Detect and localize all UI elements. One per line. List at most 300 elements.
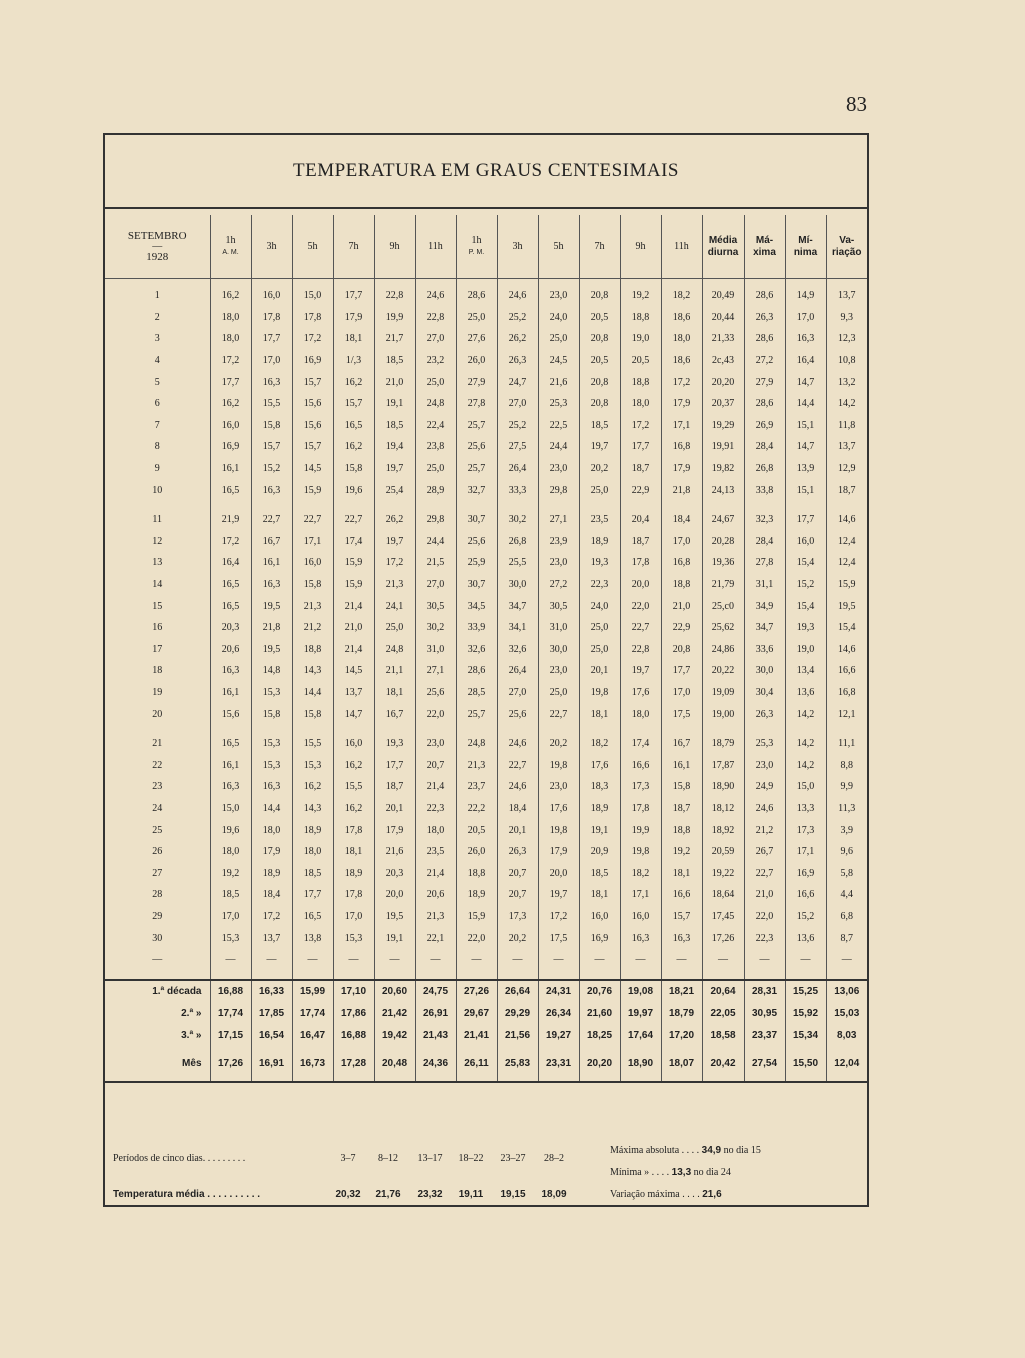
temperature-cell: 18,1: [579, 703, 620, 725]
day-number: 15: [152, 600, 163, 612]
temperature-cell: 24,1: [374, 595, 415, 617]
summary-value: 17,74: [292, 1003, 333, 1025]
temperature-cell: 19,9: [374, 307, 415, 329]
temperature-cell: 19,91: [702, 436, 744, 458]
temperature-cell: 27,0: [497, 682, 538, 704]
temperature-cell: 22,7: [620, 617, 661, 639]
temperature-cell: 31,1: [744, 574, 785, 596]
temperature-cell: 22,0: [456, 927, 497, 949]
temperature-cell: 17,9: [374, 819, 415, 841]
temperature-cell: —: [579, 949, 620, 971]
temperature-cell: 33,6: [744, 639, 785, 661]
temperature-cell: 25,0: [374, 617, 415, 639]
temperature-cell: 24,6: [744, 798, 785, 820]
temperature-cell: 14,6: [826, 639, 867, 661]
temperature-cell: 24,7: [497, 371, 538, 393]
temperature-cell: 16,3: [661, 927, 702, 949]
temperature-cell: 13,3: [785, 798, 826, 820]
day-number: 22: [152, 759, 163, 771]
temperature-cell: 29,8: [538, 479, 579, 501]
temperature-cell: 17,8: [292, 307, 333, 329]
hour-label: 5h: [307, 241, 318, 252]
day-number: 14: [152, 579, 163, 591]
temperature-cell: 15,0: [292, 285, 333, 307]
summary-value: 19,97: [620, 1003, 661, 1025]
temperature-cell: 28,6: [456, 660, 497, 682]
temperature-cell: 24,6: [497, 285, 538, 307]
temperature-cell: 32,3: [744, 509, 785, 531]
temperature-cell: 30,2: [415, 617, 456, 639]
temperature-cell: 17,2: [661, 371, 702, 393]
hour-label: 7h: [594, 241, 605, 252]
hour-column-header: [456, 215, 497, 279]
temperature-cell: 19,2: [620, 285, 661, 307]
temperature-cell: 19,3: [579, 552, 620, 574]
temperature-cell: 25,62: [702, 617, 744, 639]
temperature-cell: 22,0: [620, 595, 661, 617]
hour-column-header: [497, 215, 538, 279]
temperature-cell: 16,0: [251, 285, 292, 307]
temperature-cell: 15,5: [333, 776, 374, 798]
temperature-cell: 25,0: [415, 371, 456, 393]
temperature-cell: 25,2: [497, 415, 538, 437]
temperature-cell: 20,1: [497, 819, 538, 841]
temperature-cell: 23,5: [579, 509, 620, 531]
temperature-cell: 21,5: [415, 552, 456, 574]
hour-label: 5h: [553, 241, 564, 252]
summary-value: 24,31: [538, 980, 579, 1003]
period-mean-value: 21,76: [375, 1189, 401, 1200]
temperature-cell: 23,7: [456, 776, 497, 798]
summary-value: 19,42: [374, 1025, 415, 1047]
hour-column-header: [661, 215, 702, 279]
temperature-cell: 26,3: [744, 307, 785, 329]
summary-value: 16,91: [251, 1047, 292, 1082]
temperature-cell: 16,1: [210, 458, 251, 480]
temperature-cell: 22,7: [497, 754, 538, 776]
temperature-cell: 21,4: [415, 776, 456, 798]
temperature-cell: 16,1: [210, 682, 251, 704]
summary-value: 15,25: [785, 980, 826, 1003]
stat-column-header: [702, 215, 744, 279]
summary-value: 17,26: [210, 1047, 251, 1082]
temperature-cell: 19,0: [785, 639, 826, 661]
temperature-cell: 27,9: [744, 371, 785, 393]
temperature-cell: 17,0: [785, 307, 826, 329]
temperature-cell: 11,1: [826, 733, 867, 755]
summary-value: 21,43: [415, 1025, 456, 1047]
temperature-cell: 18,1: [579, 884, 620, 906]
temperature-cell: 23,0: [415, 733, 456, 755]
temperature-cell: 22,7: [251, 509, 292, 531]
summary-value: 18,07: [661, 1047, 702, 1082]
temperature-cell: 18,1: [333, 328, 374, 350]
temperature-cell: 20,49: [702, 285, 744, 307]
temperature-cell: 14,3: [292, 798, 333, 820]
temperature-cell: 17,7: [620, 436, 661, 458]
summary-value: 25,83: [497, 1047, 538, 1082]
temperature-cell: 13,8: [292, 927, 333, 949]
temperature-cell: 30,0: [744, 660, 785, 682]
temperature-cell: 33,9: [456, 617, 497, 639]
temperature-cell: 26,3: [497, 841, 538, 863]
temperature-cell: 19,7: [579, 436, 620, 458]
temperature-cell: 18,2: [661, 285, 702, 307]
temperature-cell: 28,9: [415, 479, 456, 501]
hour-label: 1h: [471, 235, 482, 246]
temperature-cell: 24,0: [579, 595, 620, 617]
meridiem-label: A. M.: [222, 249, 239, 256]
temperature-cell: 28,5: [456, 682, 497, 704]
temperature-cell: 15,6: [292, 393, 333, 415]
day-row: [105, 307, 867, 329]
temperature-cell: 16,5: [210, 574, 251, 596]
temperature-cell: 15,2: [785, 906, 826, 928]
temperature-cell: 18,79: [702, 733, 744, 755]
summary-value: 16,88: [333, 1025, 374, 1047]
temperature-cell: 16,3: [251, 371, 292, 393]
temperature-cell: 20,0: [374, 884, 415, 906]
temperature-cell: —: [456, 949, 497, 971]
temperature-cell: 17,6: [620, 682, 661, 704]
temperature-cell: 25,5: [497, 552, 538, 574]
summary-value: 19,08: [620, 980, 661, 1003]
summary-value: 22,05: [702, 1003, 744, 1025]
temperature-cell: 17,0: [333, 906, 374, 928]
temperature-cell: 17,7: [661, 660, 702, 682]
temperature-cell: 15,3: [210, 927, 251, 949]
temperature-cell: 25,7: [456, 415, 497, 437]
day-number: 4: [154, 355, 160, 367]
temperature-cell: 16,9: [785, 862, 826, 884]
temperature-cell: 24,4: [415, 531, 456, 553]
temperature-cell: 30,7: [456, 574, 497, 596]
temperature-cell: 19,22: [702, 862, 744, 884]
hour-column-header: [210, 215, 251, 279]
temperature-cell: 18,6: [661, 350, 702, 372]
temperature-cell: 19,7: [538, 884, 579, 906]
temperature-cell: 25,6: [415, 682, 456, 704]
day-row: [105, 862, 867, 884]
temperature-cell: 16,0: [333, 733, 374, 755]
temperature-cell: 25,0: [579, 617, 620, 639]
temperature-cell: 18,5: [374, 415, 415, 437]
summary-value: 26,64: [497, 980, 538, 1003]
temperature-cell: 23,2: [415, 350, 456, 372]
temperature-cell: 18,5: [292, 862, 333, 884]
temperature-cell: 22,3: [415, 798, 456, 820]
temperature-cell: 19,5: [374, 906, 415, 928]
periods-label: Períodos de cinco dias. . . . . . . . .: [113, 1153, 246, 1164]
temperature-cell: 14,7: [785, 371, 826, 393]
temperature-cell: 25,6: [497, 703, 538, 725]
summary-value: 21,60: [579, 1003, 620, 1025]
temperature-cell: 13,7: [333, 682, 374, 704]
temperature-cell: 23,0: [538, 285, 579, 307]
day-number: 1: [154, 290, 160, 302]
temperature-cell: 19,8: [538, 754, 579, 776]
temperature-cell: 16,2: [333, 798, 374, 820]
temperature-cell: 20,59: [702, 841, 744, 863]
temperature-cell: 20,7: [497, 884, 538, 906]
temperature-cell: 15,8: [251, 415, 292, 437]
summary-label: 1.ª década: [105, 980, 210, 1003]
summary-value: 18,25: [579, 1025, 620, 1047]
hour-column-header: [579, 215, 620, 279]
temperature-cell: 5,8: [826, 862, 867, 884]
temperature-cell: 15,0: [785, 776, 826, 798]
temperature-cell: 21,3: [374, 574, 415, 596]
temperature-cell: 25,3: [538, 393, 579, 415]
temperature-cell: 25,0: [415, 458, 456, 480]
temperature-cell: 25,0: [579, 639, 620, 661]
temperature-cell: 9,9: [826, 776, 867, 798]
temperature-cell: 18,1: [374, 682, 415, 704]
day-row: [105, 415, 867, 437]
temperature-cell: 18,9: [333, 862, 374, 884]
page-number: 83: [846, 92, 867, 116]
temperature-cell: 21,1: [374, 660, 415, 682]
temperature-cell: 25,0: [579, 479, 620, 501]
temperature-cell: 19,00: [702, 703, 744, 725]
temperature-cell: 23,0: [538, 660, 579, 682]
temperature-cell: 17,4: [333, 531, 374, 553]
temperature-cell: —: [415, 949, 456, 971]
day-number: 11: [152, 514, 163, 526]
temperature-cell: 17,9: [333, 307, 374, 329]
temperature-cell: 12,3: [826, 328, 867, 350]
temperature-cell: 24,6: [415, 285, 456, 307]
temperature-cell: 16,0: [785, 531, 826, 553]
temperature-cell: 13,7: [251, 927, 292, 949]
temperature-cell: 16,1: [251, 552, 292, 574]
temperature-cell: 25,3: [744, 733, 785, 755]
hour-column-header: [251, 215, 292, 279]
temperature-cell: 23,0: [538, 458, 579, 480]
temperature-cell: 14,6: [826, 509, 867, 531]
temperature-cell: 15,3: [251, 754, 292, 776]
temperature-cell: 14,4: [251, 798, 292, 820]
temperature-cell: 24,6: [497, 776, 538, 798]
temperature-cell: —: [251, 949, 292, 971]
temperature-cell: 15,4: [785, 595, 826, 617]
temperature-cell: 17,5: [661, 703, 702, 725]
temperature-cell: 27,9: [456, 371, 497, 393]
temperature-cell: 17,1: [785, 841, 826, 863]
temperature-cell: 24,4: [538, 436, 579, 458]
temperature-cell: 20,8: [579, 285, 620, 307]
temperature-cell: 17,2: [374, 552, 415, 574]
temperature-cell: 18,4: [661, 509, 702, 531]
hour-column-header: [415, 215, 456, 279]
max-variation-label: Variação máxima . . . .: [610, 1189, 700, 1200]
temperature-table: [105, 215, 867, 1083]
temperature-cell: 18,7: [620, 531, 661, 553]
temperature-cell: 30,0: [497, 574, 538, 596]
temperature-cell: 20,1: [579, 660, 620, 682]
hour-column-header: [538, 215, 579, 279]
temperature-cell: 16,2: [333, 754, 374, 776]
temperature-cell: 15,9: [826, 574, 867, 596]
temperature-cell: 18,0: [620, 393, 661, 415]
temperature-cell: 20,8: [579, 328, 620, 350]
temperature-cell: 17,9: [661, 458, 702, 480]
day-row: [105, 682, 867, 704]
temperature-cell: 19,3: [374, 733, 415, 755]
summary-value: 20,64: [702, 980, 744, 1003]
temperature-cell: 19,1: [374, 927, 415, 949]
temperature-cell: 16,6: [826, 660, 867, 682]
temperature-cell: —: [210, 949, 251, 971]
period-mean-value: 18,09: [541, 1189, 567, 1200]
day-row: [105, 552, 867, 574]
temperature-cell: 15,3: [251, 682, 292, 704]
temperature-cell: 31,0: [415, 639, 456, 661]
temperature-cell: 25,7: [456, 703, 497, 725]
temperature-cell: 19,2: [210, 862, 251, 884]
day-number: 24: [152, 802, 163, 814]
temperature-cell: 21,3: [292, 595, 333, 617]
period-value: 3–7: [340, 1153, 356, 1164]
day-number: 2: [154, 311, 160, 323]
temperature-cell: 29,8: [415, 509, 456, 531]
temperature-cell: 23,5: [415, 841, 456, 863]
temperature-cell: 17,8: [251, 307, 292, 329]
temperature-cell: 24,0: [538, 307, 579, 329]
day-number: 7: [154, 419, 160, 431]
temperature-cell: 26,2: [374, 509, 415, 531]
temperature-cell: 18,92: [702, 819, 744, 841]
temperature-cell: 3,9: [826, 819, 867, 841]
summary-value: 27,54: [744, 1047, 785, 1082]
temperature-cell: 19,3: [785, 617, 826, 639]
spacer-row: [105, 725, 867, 733]
temperature-cell: 18,90: [702, 776, 744, 798]
temperature-cell: 14,4: [785, 393, 826, 415]
temperature-cell: 16,6: [661, 884, 702, 906]
summary-label: 3.ª »: [181, 1030, 202, 1042]
temperature-cell: 15,8: [292, 574, 333, 596]
temperature-cell: 22,1: [415, 927, 456, 949]
temperature-cell: 17,7: [374, 754, 415, 776]
temperature-cell: 14,7: [785, 436, 826, 458]
summary-value: 18,90: [620, 1047, 661, 1082]
temperature-cell: 15,2: [785, 574, 826, 596]
period-value: 8–12: [378, 1153, 398, 1164]
temperature-cell: 27,8: [456, 393, 497, 415]
day-row: [105, 328, 867, 350]
temperature-cell: 30,7: [456, 509, 497, 531]
temperature-cell: 24,5: [538, 350, 579, 372]
temperature-cell: 17,6: [538, 798, 579, 820]
table-frame: [103, 133, 869, 1207]
temperature-cell: 26,4: [497, 660, 538, 682]
temperature-cell: 20,8: [579, 371, 620, 393]
temperature-cell: 14,4: [292, 682, 333, 704]
day-row: [105, 595, 867, 617]
temperature-cell: 19,6: [333, 479, 374, 501]
day-number: 3: [154, 333, 160, 345]
temperature-cell: 18,8: [456, 862, 497, 884]
temperature-cell: 17,87: [702, 754, 744, 776]
temperature-cell: 21,4: [333, 595, 374, 617]
temperature-cell: 17,7: [251, 328, 292, 350]
temperature-cell: 11,3: [826, 798, 867, 820]
temperature-cell: 24,8: [374, 639, 415, 661]
temperature-cell: 19,7: [374, 458, 415, 480]
temperature-cell: 30,5: [538, 595, 579, 617]
day-row: [105, 798, 867, 820]
temperature-cell: 18,4: [497, 798, 538, 820]
summary-value: 16,88: [210, 980, 251, 1003]
temperature-cell: 22,3: [744, 927, 785, 949]
day-row: [105, 285, 867, 307]
spacer-row: [105, 971, 867, 980]
temperature-cell: 25,6: [456, 436, 497, 458]
summary-value: 26,91: [415, 1003, 456, 1025]
temperature-cell: 2c,43: [702, 350, 744, 372]
absolute-min-line: [610, 1167, 731, 1178]
temperature-cell: 14,7: [333, 703, 374, 725]
hour-label: 7h: [348, 241, 359, 252]
month-year-header: SETEMBRO — 1928: [105, 215, 210, 279]
temperature-cell: 17,2: [251, 906, 292, 928]
temperature-cell: 20,0: [620, 574, 661, 596]
temperature-cell: 18,12: [702, 798, 744, 820]
temperature-cell: 16,9: [210, 436, 251, 458]
temperature-cell: 15,6: [292, 415, 333, 437]
summary-value: 29,67: [456, 1003, 497, 1025]
day-row: [105, 841, 867, 863]
summary-value: 24,75: [415, 980, 456, 1003]
temperature-cell: 16,2: [210, 285, 251, 307]
temperature-cell: 18,7: [620, 458, 661, 480]
temperature-cell: 25,c0: [702, 595, 744, 617]
temperature-cell: 16,3: [210, 776, 251, 798]
temperature-cell: 19,7: [620, 660, 661, 682]
absolute-max-label: Máxima absoluta . . . .: [610, 1145, 700, 1156]
temperature-cell: 19,29: [702, 415, 744, 437]
summary-value: 18,21: [661, 980, 702, 1003]
temperature-cell: 20,1: [374, 798, 415, 820]
day-number: 29: [152, 910, 163, 922]
temperature-cell: 12,1: [826, 703, 867, 725]
temperature-cell: 19,8: [538, 819, 579, 841]
temperature-cell: 19,7: [374, 531, 415, 553]
temperature-cell: 30,4: [744, 682, 785, 704]
temperature-cell: 20,6: [415, 884, 456, 906]
temperature-cell: 28,6: [744, 393, 785, 415]
stat-label-line1: Má-: [755, 234, 774, 246]
temperature-cell: 16,0: [210, 415, 251, 437]
temperature-cell: 16,3: [620, 927, 661, 949]
temperature-cell: 17,4: [620, 733, 661, 755]
temperature-cell: 16,5: [333, 415, 374, 437]
temperature-cell: —: [826, 949, 867, 971]
temperature-cell: 22,7: [538, 703, 579, 725]
hour-column-header: [620, 215, 661, 279]
temperature-cell: —: [620, 949, 661, 971]
dash-row: [105, 949, 867, 971]
temperature-cell: 27,0: [415, 328, 456, 350]
temperature-cell: 16,2: [333, 371, 374, 393]
temperature-cell: 15,9: [333, 574, 374, 596]
summary-value: 21,41: [456, 1025, 497, 1047]
hour-label: 11h: [674, 241, 689, 252]
temperature-cell: 15,9: [292, 479, 333, 501]
temperature-cell: 14,2: [785, 703, 826, 725]
absolute-min-day: no dia 24: [693, 1167, 731, 1178]
